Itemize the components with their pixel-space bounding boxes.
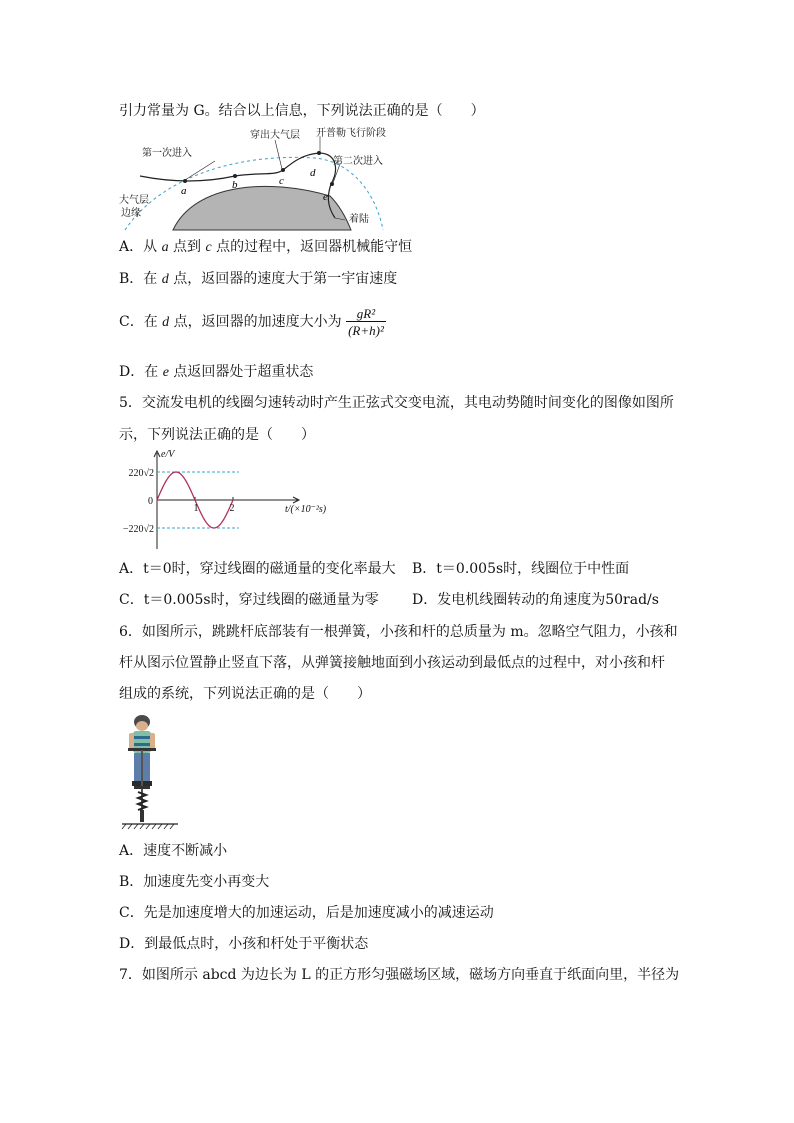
- emf-chart: [117, 447, 327, 553]
- x-tick-label-1: 1: [193, 503, 199, 514]
- point-c-label: c: [279, 175, 284, 187]
- q4-intro: 引力常量为 G。结合以上信息，下列说法正确的是（ ）: [119, 103, 485, 119]
- label-kepler-phase: 开普勒飞行阶段: [316, 128, 386, 139]
- q4-option-b: B．在 d 点，返回器的速度大于第一宇宙速度: [119, 271, 398, 287]
- emf-data-point: [213, 527, 214, 528]
- acceleration-fraction: $\frac{\text{gR²}}{\text{(R+h)²}}$: [348, 305, 384, 338]
- y-tick-label-peak: 220√2: [128, 468, 154, 479]
- point-a-label: a: [181, 185, 187, 197]
- q4-option-c: C．在 d 点，返回器的加速度大小为 $\frac{\text{gR²}}{\text{(R+h)²}}$: [119, 305, 384, 338]
- point-e-label: e: [323, 191, 328, 203]
- label-second-entry: 第二次进入: [333, 156, 383, 167]
- label-landing: 着陆: [349, 214, 369, 225]
- q7-line-1: 7．如图所示 abcd 为边长为 L 的正方形匀强磁场区域，磁场方向垂直于纸面向里，半径为: [119, 967, 680, 983]
- q6-line-1: 6．如图所示，跳跳杆底部装有一根弹簧，小孩和杆的总质量为 m。忽略空气阻力，小孩和: [119, 624, 678, 640]
- q6-line-2: 杆从图示位置静止竖直下落，从弹簧接触地面到小孩运动到最低点的过程中，对小孩和杆: [119, 655, 665, 671]
- q5-option-b: B．t＝0.005s时，线圈位于中性面: [412, 561, 630, 577]
- q4-option-d: D．在 e 点返回器处于超重状态: [119, 364, 314, 380]
- q5-option-d: D．发电机线圈转动的角速度为50rad/s: [412, 592, 659, 608]
- point-d-label: d: [310, 167, 316, 179]
- q5-option-a: A．t＝0时，穿过线圈的磁通量的变化率最大: [119, 561, 396, 577]
- point-d-dot: [317, 151, 321, 155]
- q6-option-a: A．速度不断减小: [119, 843, 228, 859]
- q6-option-d: D．到最低点时，小孩和杆处于平衡状态: [119, 936, 369, 952]
- reentry-diagram: [115, 128, 415, 230]
- x-tick-label-2: 2: [229, 503, 235, 514]
- emf-data-point: [156, 499, 157, 500]
- emf-data-point: [204, 519, 205, 520]
- point-a-dot: [183, 179, 187, 183]
- emf-data-point: [166, 480, 167, 481]
- y-tick-label-trough: −220√2: [122, 524, 154, 535]
- y-axis-label: e/V: [161, 449, 175, 460]
- label-exit-atmosphere: 穿出大气层: [250, 130, 300, 141]
- pogo-stick-illustration: [120, 712, 182, 832]
- pogo-stick-svg: [120, 712, 182, 832]
- emf-data-point: [185, 480, 186, 481]
- emf-data-point: [232, 499, 233, 500]
- point-b-label: b: [232, 179, 238, 191]
- label-atmosphere-edge-1: 大气层: [119, 195, 149, 206]
- label-atmosphere-edge-2: 边缘: [121, 208, 141, 219]
- q5-option-c: C．t＝0.005s时，穿过线圈的磁通量为零: [119, 592, 379, 608]
- q5-line-1: 5．交流发电机的线圈匀速转动时产生正弦式交变电流，其电动势随时间变化的图像如图所: [119, 395, 674, 411]
- emf-data-point: [194, 499, 195, 500]
- label-first-entry: 第一次进入: [142, 148, 192, 159]
- q4-option-a: A．从 a 点到 c 点的过程中，返回器机械能守恒: [119, 239, 413, 255]
- q6-line-3: 组成的系统，下列说法正确的是（ ）: [119, 686, 371, 702]
- x-axis-label: t/(×10⁻²s): [285, 504, 327, 515]
- emf-data-point: [175, 471, 176, 472]
- point-b-dot: [233, 174, 237, 178]
- emf-data-point: [223, 519, 224, 520]
- q6-option-c: C．先是加速度增大的加速运动，后是加速度减小的减速运动: [119, 905, 494, 921]
- y-tick-label-zero: 0: [148, 496, 153, 507]
- q5-line-2: 示，下列说法正确的是（ ）: [119, 427, 315, 443]
- q6-option-b: B．加速度先变小再变大: [119, 874, 270, 890]
- reentry-diagram-svg: [115, 128, 415, 230]
- emf-chart-svg: [117, 447, 327, 553]
